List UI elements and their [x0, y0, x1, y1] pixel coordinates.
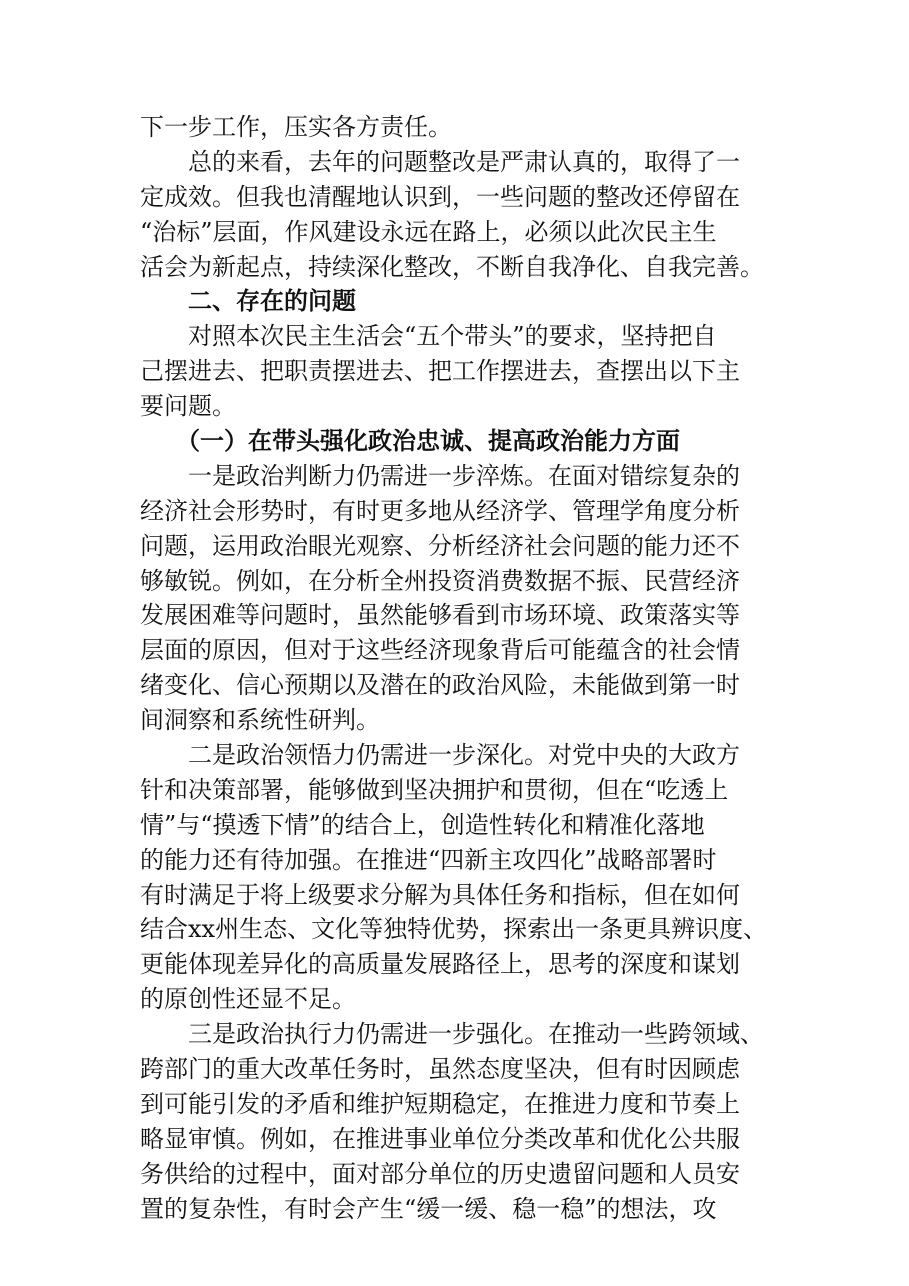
text-line: 务供给的过程中，面对部分单位的历史遗留问题和人员安: [140, 1159, 740, 1188]
subsection-heading: （一）在带头强化政治忠诚、提高政治能力方面: [176, 426, 680, 456]
text-line: 活会为新起点，持续深化整改，不断自我净化、自我完善。: [140, 252, 764, 281]
text-line: 更能体现差异化的高质量发展路径上，思考的深度和谋划: [140, 950, 740, 979]
text-line: 层面的原因，但对于这些经济现象背后可能蕴含的社会情: [140, 636, 740, 665]
text-line: 针和决策部署，能够做到坚决拥护和贯彻，但在“吃透上: [140, 775, 729, 804]
text-line: 间洞察和系统性研判。: [140, 706, 380, 735]
paragraph-point-two-start: 二是政治领悟力仍需进一步深化。对党中央的大政方: [188, 741, 740, 770]
text-line: 结合xx州生态、文化等独特优势，探索出一条更具辨识度、: [140, 915, 768, 944]
text-line: 绪变化、信心预期以及潜在的政治风险，未能做到第一时: [140, 671, 740, 700]
text-line: 己摆进去、把职责摆进去、把工作摆进去，查摆出以下主: [140, 357, 740, 386]
text-line: 到可能引发的矛盾和维护短期稳定，在推进力度和节奏上: [140, 1089, 740, 1118]
text-line: 定成效。但我也清醒地认识到，一些问题的整改还停留在: [140, 182, 740, 211]
paragraph-point-one-start: 一是政治判断力仍需进一步淬炼。在面对错综复杂的: [188, 461, 740, 490]
text-line: 置的复杂性，有时会产生“缓一缓、稳一稳”的想法，攻: [140, 1194, 717, 1223]
text-line: 的原创性还显不足。: [140, 985, 356, 1014]
text-line: 跨部门的重大改革任务时，虽然态度坚决，但有时因顾虑: [140, 1055, 740, 1084]
document-body: [140, 110, 785, 1227]
text-line: 够敏锐。例如，在分析全州投资消费数据不振、民营经济: [140, 566, 740, 595]
paragraph-point-three-start: 三是政治执行力仍需进一步强化。在推动一些跨领域、: [188, 1020, 764, 1049]
text-line: 问题，运用政治眼光观察、分析经济社会问题的能力还不: [140, 531, 740, 560]
paragraph-intro-start: 对照本次民主生活会“五个带头”的要求，坚持把自: [188, 322, 717, 351]
section-heading: 二、存在的问题: [188, 286, 356, 316]
text-line: 略显审慎。例如，在推进事业单位分类改革和优化公共服: [140, 1124, 740, 1153]
text-line: 下一步工作，压实各方责任。: [140, 113, 452, 141]
text-line: 发展困难等问题时，虽然能够看到市场环境、政策落实等: [140, 601, 740, 630]
text-line: 经济社会形势时，有时更多地从经济学、管理学角度分析: [140, 496, 740, 525]
text-line: 有时满足于将上级要求分解为具体任务和指标，但在如何: [140, 880, 740, 909]
text-line: 的能力还有待加强。在推进“四新主攻四化”战略部署时: [140, 845, 717, 874]
text-line: “治标”层面，作风建设永远在路上，必须以此次民主生: [140, 217, 717, 246]
text-line: 要问题。: [140, 392, 236, 421]
text-line: 情”与“摸透下情”的结合上，创造性转化和精准化落地: [140, 810, 705, 839]
paragraph-summary-start: 总的来看，去年的问题整改是严肃认真的，取得了一: [188, 147, 740, 176]
